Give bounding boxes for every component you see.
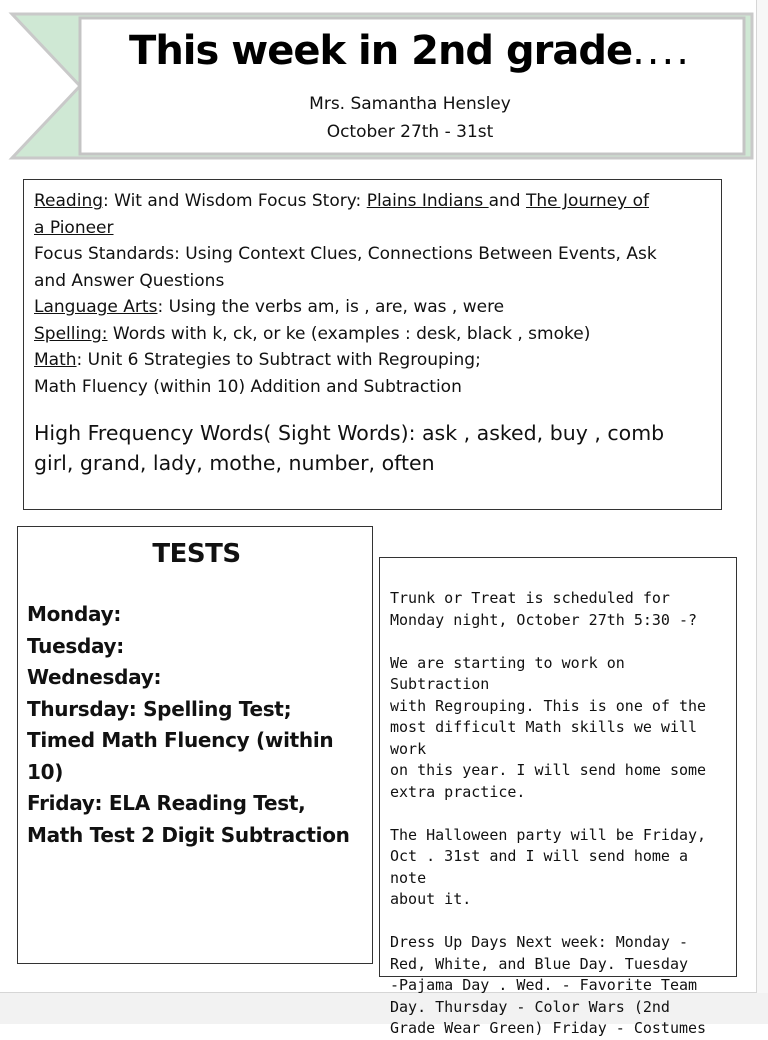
note-line: most difficult Math skills we will work bbox=[390, 718, 698, 758]
announcement-trunk-or-treat bbox=[390, 588, 730, 631]
week-dates: October 27th - 31st bbox=[326, 122, 494, 142]
note-line: Dress Up Days Next week: Monday - bbox=[390, 933, 689, 951]
note-line: Grade Wear Green) Friday - Costumes bbox=[390, 1019, 707, 1037]
tests-title: TESTS bbox=[152, 539, 241, 569]
test-wednesday: Wednesday: bbox=[27, 665, 162, 689]
note-line: The Halloween party will be Friday, bbox=[390, 825, 707, 844]
math-text: : Unit 6 Strategies to Subtract with Regrouping; bbox=[76, 350, 481, 370]
story-journey-pioneer: The Journey of bbox=[526, 191, 649, 211]
reading-line bbox=[34, 188, 711, 215]
spelling-text: Words with k, ck, or ke (examples : desk, black , smoke) bbox=[107, 323, 591, 344]
math-line bbox=[34, 347, 711, 374]
language-arts-label: Language Arts bbox=[34, 297, 158, 317]
spelling-line bbox=[34, 321, 711, 348]
tests-box bbox=[17, 526, 373, 964]
note-line: -Pajama Day . Wed. - Favorite Team bbox=[390, 976, 698, 994]
test-monday: Monday: bbox=[27, 602, 122, 626]
sight-words-line-1: High Frequency Words( Sight Words): ask , asked, buy , comb bbox=[34, 421, 665, 445]
note-line: Red, White, and Blue Day. Tuesday bbox=[390, 954, 689, 973]
teacher-name: Mrs. Samantha Hensley bbox=[309, 94, 511, 114]
tests-schedule bbox=[27, 599, 366, 851]
language-arts-text: : Using the verbs am, is , are, was , were bbox=[157, 297, 505, 317]
sight-words-line-2: girl, grand, lady, mothe, number, often bbox=[34, 451, 435, 475]
announcement-dress-up-days bbox=[390, 932, 730, 1040]
test-thursday-cont-2: 10) bbox=[27, 759, 64, 784]
test-friday-cont: Math Test 2 Digit Subtraction bbox=[27, 822, 350, 847]
story-journey-pioneer-cont: a Pioneer bbox=[34, 217, 114, 238]
note-line: Trunk or Treat is scheduled for bbox=[390, 589, 670, 607]
focus-standards-line-2: and Answer Questions bbox=[34, 270, 225, 291]
announcements-box bbox=[379, 557, 737, 1037]
reading-line-2 bbox=[34, 215, 711, 242]
page-edge bbox=[757, 0, 768, 993]
announcement-halloween-party bbox=[390, 825, 730, 911]
reading-label: Reading bbox=[34, 191, 104, 211]
math-label: Math bbox=[34, 350, 77, 370]
reading-text: : Wit and Wisdom Focus Story: bbox=[103, 191, 367, 211]
test-tuesday: Tuesday: bbox=[27, 633, 124, 658]
page-title bbox=[90, 28, 730, 74]
note-line: with Regrouping. This is one of the bbox=[390, 696, 707, 715]
note-line: Oct . 31st and I will send home a note bbox=[390, 847, 689, 887]
note-line: We are starting to work on Subtraction bbox=[390, 653, 625, 693]
note-line: Day. Thursday - Color Wars (2nd bbox=[390, 997, 670, 1016]
story-plains-indians: Plains Indians bbox=[366, 191, 489, 211]
test-friday: Friday: ELA Reading Test, bbox=[27, 791, 306, 815]
note-line: Monday night, October 27th 5:30 -? bbox=[390, 610, 698, 629]
language-arts-line bbox=[34, 294, 711, 321]
note-line: extra practice. bbox=[390, 782, 526, 801]
announcement-subtraction bbox=[390, 653, 730, 804]
math-fluency-line: Math Fluency (within 10) Addition and Subtraction bbox=[34, 376, 462, 397]
focus-standards-line-1: Focus Standards: Using Context Clues, Connections Between Events, Ask bbox=[34, 244, 657, 264]
curriculum-box bbox=[23, 179, 722, 510]
page-title-text: This week in 2nd grade bbox=[129, 28, 633, 74]
page-title-dots: .... bbox=[632, 28, 691, 74]
test-thursday-cont: Timed Math Fluency (within bbox=[27, 728, 334, 752]
spacer bbox=[34, 400, 711, 418]
test-thursday: Thursday: Spelling Test; bbox=[27, 696, 292, 721]
note-line: on this year. I will send home some bbox=[390, 761, 707, 779]
note-line: about it. bbox=[390, 890, 472, 908]
and-text: and bbox=[488, 191, 526, 211]
spelling-label: Spelling: bbox=[34, 323, 108, 344]
